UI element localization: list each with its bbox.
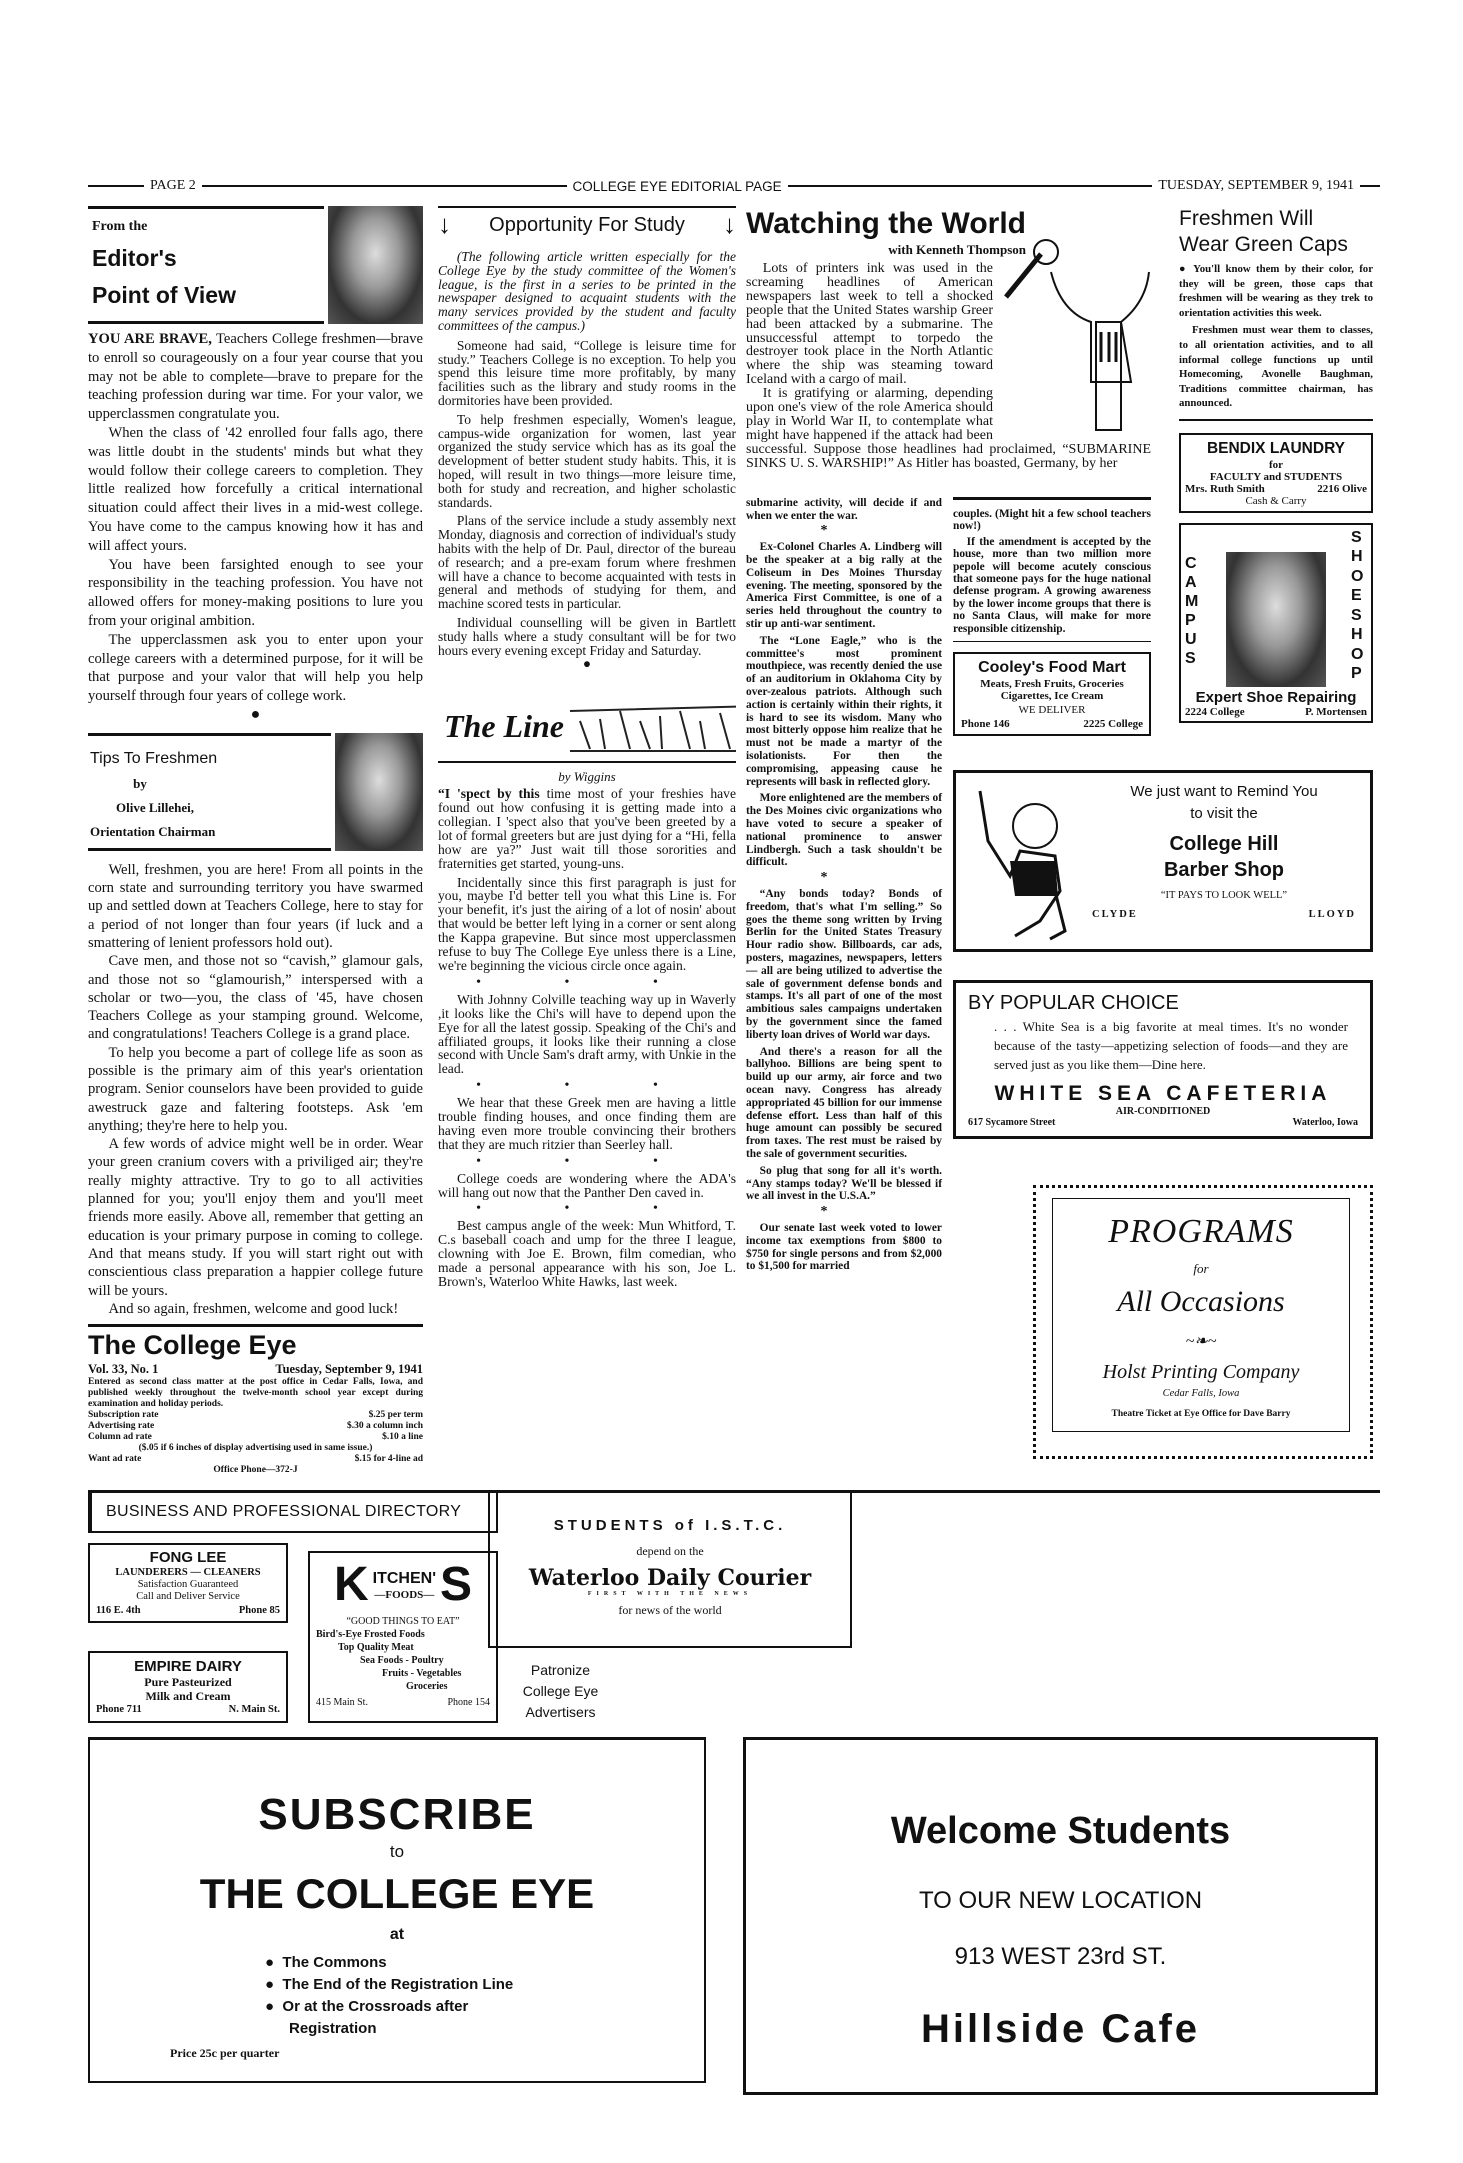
paragraph: The upperclassmen ask you to enter upon your college careers with a determined purpose, for it will be that purpose and your valor that will help you help yourself through four years of college work. (88, 631, 423, 705)
line-lead: “I 'spect by this (438, 786, 540, 802)
subscribe-title: SUBSCRIBE (258, 1790, 536, 1840)
fong-type: LAUNDERERS — CLEANERS (115, 1567, 261, 1579)
kitchen-address: 415 Main St. (316, 1697, 368, 1709)
kitchen-name: ITCHEN' (372, 1569, 436, 1587)
programs-title: PROGRAMS (1108, 1212, 1294, 1250)
courier-depend: depend on the (636, 1544, 704, 1559)
paragraph: You have been farsighted enough to see your responsibility in the teaching profession. You have not allowed offers for money-making positions to lure you from your original ambition. (88, 556, 423, 629)
empire-address: N. Main St. (228, 1704, 280, 1716)
barber-cartoon-icon (970, 781, 1080, 941)
separator: * (820, 870, 868, 886)
paragraph: To help you become a part of college life as soon as possible is the primary aim of this year's orientation program. Senior counselors have been provided to guide awestruck gaze and faltering footsteps. Ask 'em anything; they're here to help you. (88, 1044, 423, 1134)
the-line-logo (438, 691, 736, 763)
bendix-terms: Cash & Carry (1245, 494, 1307, 507)
subscribe-price: Price 25c per quarter (170, 2046, 280, 2061)
caps-title-2: Wear Green Caps (1179, 233, 1348, 256)
cooley-address: 2225 College (1083, 717, 1143, 730)
cooley-phone: Phone 146 (961, 717, 1010, 730)
programs-ad (1033, 1185, 1373, 1459)
tips-title: Tips To Freshmen (90, 749, 218, 767)
office-phone: Office Phone—372-J (213, 1465, 298, 1476)
shoe-tagline: Expert Shoe Repairing (1195, 688, 1357, 706)
study-intro: (The following article written especially for the College Eye by the study committee of the Women's league, is the first in a series to be printed in the newspaper designed to acquaint students with the many services provided by the student and faculty committees of the campus.) (438, 249, 736, 333)
cooley-line: Meats, Fresh Fruits, Groceries (980, 677, 1124, 690)
paragraph: Someone had said, “College is leisure time for study.” Teachers College is no exception. To help you spend this leisure time more profitably, by many facilities such as the library and study rooms in the dormitories have been provided. (438, 337, 736, 408)
campanile-cartoon-icon (1001, 232, 1151, 432)
bendix-for: for (1268, 458, 1284, 471)
programs-for: for (1193, 1260, 1209, 1276)
bullet-icon: ● (265, 1998, 283, 2016)
paragraph: Plans of the service include a study assembly next Monday, diagnosis and correction of individual's study habits with the help of Dr. Paul, director of the bureau of research; and a pre-exam forum where freshmen will have a chance to become acquainted with tests in general and methods of studying for them, and machine scored tests in particular. (438, 513, 736, 612)
barber-text (1080, 781, 1360, 941)
subscribe-paper: THE COLLEGE EYE (199, 1870, 595, 1918)
patronize-line: Patronize (530, 1662, 591, 1679)
rate-label: Advertising rate (88, 1421, 155, 1432)
kitchen-s: S (440, 1558, 473, 1612)
tips-photo (335, 733, 423, 851)
kitchen-item: Bird's-Eye Frosted Foods (316, 1629, 425, 1641)
header-date: TUESDAY, SEPTEMBER 9, 1941 (1158, 178, 1355, 193)
paragraph: time most of your freshies have found out how confusing it is getting made into a collegian. I 'spect also that you've been greeted by a lot of formal greeters but are just dying for a “Hi, fella how are ya?” Just wait till those sororities and fraternities get started, young-uns. (438, 786, 736, 871)
tips-header (88, 733, 423, 851)
paragraph: To help freshmen especially, Women's league, campus-wide organization for women, last year organized the study service which has as its goal the development of better student study habits. This, it is hoped, will result in two things—more leisure time, both for study and recreation, and higher scholastic standards. (438, 411, 736, 510)
paragraph: Best campus angle of the week: Mun Whitford, T. C.s baseball coach and ump for the three I league, clowning with Joe E. Brown, film comedian, who made a personal appearance with his son, Joe L. Brown's, Waterloo White Hawks, last week. (438, 1218, 736, 1290)
hillside-address: 913 WEST 23rd ST. (954, 1943, 1167, 1971)
white-sea-address: 617 Sycamore Street (968, 1116, 1056, 1128)
empire-line: Pure Pasteurized (144, 1675, 232, 1690)
line-column (438, 787, 736, 1289)
programs-city: Cedar Falls, Iowa (1162, 1387, 1240, 1399)
tips-role: Orientation Chairman (90, 823, 216, 839)
separator: * (820, 523, 868, 539)
editor-photo (328, 206, 423, 324)
column-4 (1179, 206, 1373, 723)
shoeshop-vertical-text: SHOESHOP (1351, 528, 1364, 683)
bendix-name: BENDIX LAUNDRY (1206, 439, 1346, 457)
paragraph: Ex-Colonel Charles A. Lindberg will be the speaker at a big rally at the Coliseum in Des Moines Thursday evening. The meeting, sponsored by the America First Committee, is one of a series held throughout the country to stir up anti-war sentiment. (746, 541, 942, 631)
bendix-address: 2216 Olive (1317, 482, 1367, 495)
white-sea-headline: BY POPULAR CHOICE (968, 991, 1179, 1014)
kitchen-item: Sea Foods - Poultry (360, 1655, 444, 1667)
paragraph: College coeds are wondering where the ADA's will hang out now that the Panther Den caved in. (438, 1170, 736, 1200)
white-sea-body: . . . White Sea is a big favorite at meal times. It's no wonder because of the tasty—appetizing selection of foods—and they are served just as you like them—Dine here. (994, 1018, 1348, 1072)
subscribe-place: ● Or at the Crossroads after Registration (265, 1998, 469, 2038)
bullet-icon: ● (265, 1954, 283, 1972)
subscribe-place: ● The Commons (265, 1954, 387, 1972)
paragraph: Individual counselling will be given in Bartlett study halls where a study consultant will be for two hours every evening except Friday and Saturday. (438, 614, 736, 658)
white-sea-city: Waterloo, Iowa (1292, 1116, 1358, 1128)
top-section (88, 206, 1380, 1476)
paragraph: A few words of advice might well be in order. Wear your green cranium covers with a priviliged air; they're really mighty attractive. Try to go to all activities planned for you; you'll enjoy them and you'll meet friends more easily. Above all, remember that getting an education is your primary purpose in coming to college. And that means study. If you will start right out with conscientious class preparation a happier college future will be yours. (88, 1136, 423, 1299)
tips-article (88, 861, 423, 1318)
caps-title (1179, 206, 1373, 258)
kitchen-phone: Phone 154 (447, 1697, 490, 1709)
bendix-owner: Mrs. Ruth Smith (1185, 482, 1265, 495)
separator: • • • (476, 1153, 698, 1169)
study-article (438, 250, 736, 671)
world-byline: with Kenneth Thompson (888, 242, 1026, 257)
paragraph: Well, freshmen, you are here! From all points in the corn state and surrounding territory you have swarmed up and settled down at Teachers College, here to stay for a period of not longer than four years (if luck and a smattering of lenient professors hold out). (88, 861, 423, 951)
paragraph: “Any bonds today? Bonds of freedom, that's what I'm selling.” So goes the theme song written by Irving Berlin for the United States Treasury Hour radio show. Billboards, car ads, posters, magazines, newspapers, letters — all are being utilized to advertise the sale of government defense bonds and stamps. It's all part of one of the most ambitious sales campaigns undertaken by the government since the famed liberty loan drives of World war days. (746, 887, 942, 1041)
paragraph: You'll know them by their color, for they will be green, those caps that freshmen will be wearing as they trek to orientation activities this week. (1179, 263, 1373, 319)
caps-title-1: Freshmen Will (1179, 207, 1314, 230)
down-arrow-icon: ↓ (723, 209, 736, 239)
paragraph: And so again, freshmen, welcome and good luck! (108, 1300, 399, 1317)
patronize-line: College Eye (522, 1683, 599, 1700)
barber-slogan: “IT PAYS TO LOOK WELL” (1160, 890, 1288, 902)
cooley-line: Cigarettes, Ice Cream (1000, 689, 1104, 702)
hillside-name: Hillside Cafe (920, 2007, 1201, 2052)
world-top (746, 206, 1151, 471)
page-number: PAGE 2 (150, 178, 196, 193)
world-left-column (746, 493, 942, 1273)
paragraph: Incidentally since this first paragraph is just for you, maybe I'd better tell you what this Line is. For your benefit, it's just the airing of a lot of nosin' about that would be better left lying in a corner or sent along the Kappa grapevine. But since most upperclassmen refuse to buy The College Eye unless there is a Line, we're beginning the vicious circle once again. (438, 874, 736, 973)
bullet-icon: ● (250, 705, 261, 723)
paragraph: The “Lone Eagle,” who is the committee's most prominent mouthpiece, was recently denied the use of an auditorium in Oklahoma City by over-zealous patriots. Although such action is certainly within their rights, it is hard to see its wisdom. Many who most bitterly oppose him realize that he must not be made a martyr of the isolationists. For then the compromising, appeasing cause he represents will bask in reflected glory. (746, 634, 942, 788)
barber-line: We just want to Remind You (1130, 783, 1318, 801)
empire-dairy-ad (88, 1651, 288, 1723)
paragraph: It is gratifying or alarming, depending upon one's view of the role America should play in World War II, to contemplate what might have happened if the attack had been successful. Suppose those headlines had proclaimed, “SUBMARINE SINKS U. S. WARSHIP!” As Hitler has boasted, Germany, by her (746, 386, 1151, 471)
courier-motto: FIRST WITH THE NEWS (587, 1591, 753, 1598)
bullet-lead: YOU ARE BRAVE, (88, 331, 212, 347)
column-2 (438, 206, 736, 1289)
white-sea-name: WHITE SEA CAFETERIA (994, 1081, 1332, 1105)
subscribe-at: at (389, 1926, 405, 1944)
line-byline: by Wiggins (558, 769, 616, 785)
paragraph: When the class of '42 enrolled four falls ago, there was little doubt in the students' minds but what they would follow their college careers to completion. They little realized how forcefully a critical international situation could affect their lives in a mid-west college. You have come to the campus knowing how it has and will affect yours. (88, 424, 423, 554)
hillside-welcome: Welcome Students (890, 1810, 1231, 1853)
patronize-line: Advertisers (525, 1704, 596, 1721)
study-title: Opportunity For Study (489, 214, 685, 236)
page-header (88, 178, 1380, 194)
kitchen-item: Groceries (406, 1681, 448, 1693)
cooley-line: WE DELIVER (1018, 703, 1086, 716)
directory-block (88, 1493, 498, 1723)
shoemaker-photo (1226, 552, 1326, 687)
separator: • • • (476, 974, 698, 990)
cooley-name: Cooley's Food Mart (978, 658, 1126, 676)
barber-shop-ad (953, 770, 1373, 952)
bullet-icon: ● (582, 656, 592, 672)
subscribe-ad (88, 1737, 706, 2083)
subscribe-place: ● The End of the Registration Line (265, 1976, 514, 1994)
masthead-date: Tuesday, September 9, 1941 (275, 1362, 423, 1377)
patronize-note (488, 1660, 633, 1723)
paragraph: submarine activity, will decide if and when we enter the war. (746, 496, 942, 522)
masthead-title: The College Eye (88, 1330, 297, 1361)
programs-note: Theatre Ticket at Eye Office for Dave Barry (1111, 1408, 1291, 1419)
separator: * (820, 1204, 868, 1220)
rate-note: ($.05 if 6 inches of display advertising used in same issue.) (138, 1443, 373, 1454)
white-sea-sub: AIR-CONDITIONED (1115, 1105, 1211, 1117)
bendix-who: FACULTY and STUDENTS (1209, 470, 1343, 483)
courier-tag: for news of the world (618, 1603, 722, 1618)
rate-value: $.25 per term (368, 1410, 423, 1421)
editor-title: Editor's (92, 245, 177, 271)
kitchen-k: K (333, 1558, 369, 1612)
campus-shoe-shop-ad (1179, 523, 1373, 723)
bottom-section (88, 1490, 1380, 2095)
fong-lee-ad (88, 1543, 288, 1623)
fong-name: FONG LEE (149, 1549, 227, 1567)
world-right-column (953, 497, 1151, 642)
paragraph: More enlightened are the members of the Des Moines civic organizations who have voted to secure a speaker of national prominence to answer Lindbergh. Such a task shouldn't be difficult. (746, 792, 942, 869)
paragraph: With Johnny Colville teaching way up in Waverly ,it looks like the Chi's will have to depend upon the Eye for all the latest gossip. Speaking of the Chi's and affiliated groups, it looks like their running a close second with Uncle Sam's draft army, with Unkie in the lead. (438, 991, 736, 1077)
paragraph: We hear that these Greek men are having a little trouble finding houses, and once finding them are having even more trouble convincing their brothers that they are much ritzier than Seerley hall. (438, 1095, 736, 1152)
kitchen-foods: —FOODS— (374, 1588, 435, 1601)
white-sea-ad (953, 980, 1373, 1139)
paragraph: Teachers College freshmen—brave to enroll so courageously on a four year course that you may not be able to complete—brave to prepare for the teaching profession during war time. For your valor, we upperclassmen congratulate you. (88, 331, 423, 423)
fong-line: Call and Deliver Service (136, 1591, 240, 1603)
cooley-ad (953, 652, 1151, 736)
paragraph: If the amendment is accepted by the house, more than two million more pepole will become acutely conscious that someone pays for the huge national defense program. A growing awareness by the lower income groups that there is no Santa Claus, will make for more responsible citizenship. (953, 535, 1151, 635)
masthead (88, 1324, 423, 1476)
rate-label: Subscription rate (88, 1410, 159, 1421)
courier-ad (488, 1493, 852, 1648)
editor-article (88, 330, 423, 725)
programs-company: Holst Printing Company (1102, 1360, 1300, 1383)
kitchen-slogan: “GOOD THINGS TO EAT” (346, 1616, 460, 1628)
volume: Vol. 33, No. 1 (88, 1362, 159, 1377)
barber-name: Barber Shop (1163, 859, 1285, 882)
courier-block (488, 1493, 852, 1723)
barber-line: to visit the (1190, 805, 1258, 823)
entry-note: Entered as second class matter at the post office in Cedar Falls, Iowa, and published weekly throughout the twelve-month school year except during examination and holiday periods. (88, 1377, 423, 1410)
kitchen-item: Fruits - Vegetables (382, 1668, 462, 1680)
rate-value: $.15 for 4-line ad (354, 1454, 423, 1465)
paragraph: Our senate last week voted to lower income tax exemptions from $800 to $750 for single persons and from $2,000 to $1,500 for married (746, 1221, 942, 1273)
kitchens-ad (308, 1551, 498, 1723)
separator: • • • (476, 1201, 698, 1217)
editor-kicker: From the (92, 219, 148, 234)
programs-title-2: All Occasions (1117, 1284, 1285, 1318)
paragraph: So plug that song for all it's worth. “Any stamps today? We'll be blessed if we all invest in the U.S.A.” (746, 1164, 942, 1203)
rate-value: $.30 a column inch (346, 1421, 423, 1432)
editor-header (88, 206, 423, 324)
kitchen-item: Top Quality Meat (338, 1642, 414, 1654)
courier-name: Waterloo Daily Courier (528, 1565, 812, 1592)
paragraph: couples. (Might hit a few school teachers now!) (953, 507, 1151, 533)
fong-address: 116 E. 4th (96, 1605, 141, 1617)
barber-name-clyde: CLYDE (1092, 909, 1138, 921)
fong-line: Satisfaction Guaranteed (137, 1579, 239, 1591)
caps-article (1179, 262, 1373, 421)
rate-value: $.10 a line (382, 1432, 423, 1443)
campus-vertical-text: CAMPUS (1185, 554, 1199, 667)
barber-name: College Hill (1169, 833, 1279, 856)
paragraph: And there's a reason for all the ballyhoo. Billions are being spent to build up our army, air force and two ocean navy. Congress has already appropriated 45 billion for our immense defense effort. Less than half of this huge amount can possibly be secured from taxes. The rest must be raised by the sale of government securities. (746, 1045, 942, 1160)
fong-phone: Phone 85 (238, 1605, 280, 1617)
directory-header (88, 1493, 498, 1533)
paragraph: Lots of printers ink was used in the screaming headlines of American newspapers last week to tell a shocked people that the United States warship Greer had been attacked by a submarine. The unsuccessful attempt to torpedo the destroyer took place in the North Atlantic where the ship was steaming toward Iceland with a cargo of mail. (746, 261, 993, 388)
section-title: COLLEGE EYE EDITORIAL PAGE (572, 178, 782, 194)
empire-name: EMPIRE DAIRY (134, 1658, 242, 1676)
study-header (438, 206, 736, 240)
bullet-icon: ● (265, 1976, 283, 1994)
paragraph: Freshmen must wear them to classes, to all orientation activities, and to all informal college functions up until Homecoming, Avonelle Baughman, Traditions committee chairman, has announced. (1179, 324, 1373, 410)
barber-name-lloyd: LLOYD (1308, 909, 1356, 921)
line-logo-text: The Line (444, 707, 564, 744)
paragraph: Cave men, and those not so “cavish,” glamour gals, and those not so “glamourish,” interspersed with a scholar or two—you, the class of '45, have chosen Teachers College as your stamping ground. Welcome, and congratulations! Teachers College is a grand place. (88, 953, 423, 1043)
hillside-location: TO OUR NEW LOCATION (918, 1887, 1203, 1915)
separator: • • • (476, 1078, 698, 1094)
world-title: Watching the World (746, 207, 1026, 240)
world-right-area (953, 493, 1151, 736)
empire-phone: Phone 711 (96, 1704, 142, 1716)
shoe-address: 2224 College (1185, 705, 1245, 718)
down-arrow-icon: ↓ (438, 209, 451, 239)
bullet-icon: ● (1179, 263, 1194, 275)
tips-author: Olive Lillehei, (116, 799, 194, 815)
directory-title: BUSINESS AND PROFESSIONAL DIRECTORY (106, 1503, 462, 1521)
tips-by: by (133, 775, 147, 791)
ornament-icon: ~❧~ (1185, 1332, 1217, 1350)
column-1 (88, 206, 423, 1476)
courier-headline: STUDENTS of I.S.T.C. (553, 1517, 787, 1535)
empire-line: Milk and Cream (145, 1688, 231, 1703)
rate-label: Column ad rate (88, 1432, 152, 1443)
hillside-cafe-ad (743, 1737, 1378, 2095)
line-sketch-icon (570, 691, 736, 761)
editor-title-2: Point of View (92, 282, 236, 308)
bendix-ad (1179, 433, 1373, 513)
shoe-owner: P. Mortensen (1305, 705, 1367, 718)
rate-label: Want ad rate (88, 1454, 142, 1465)
subscribe-to: to (389, 1842, 405, 1862)
